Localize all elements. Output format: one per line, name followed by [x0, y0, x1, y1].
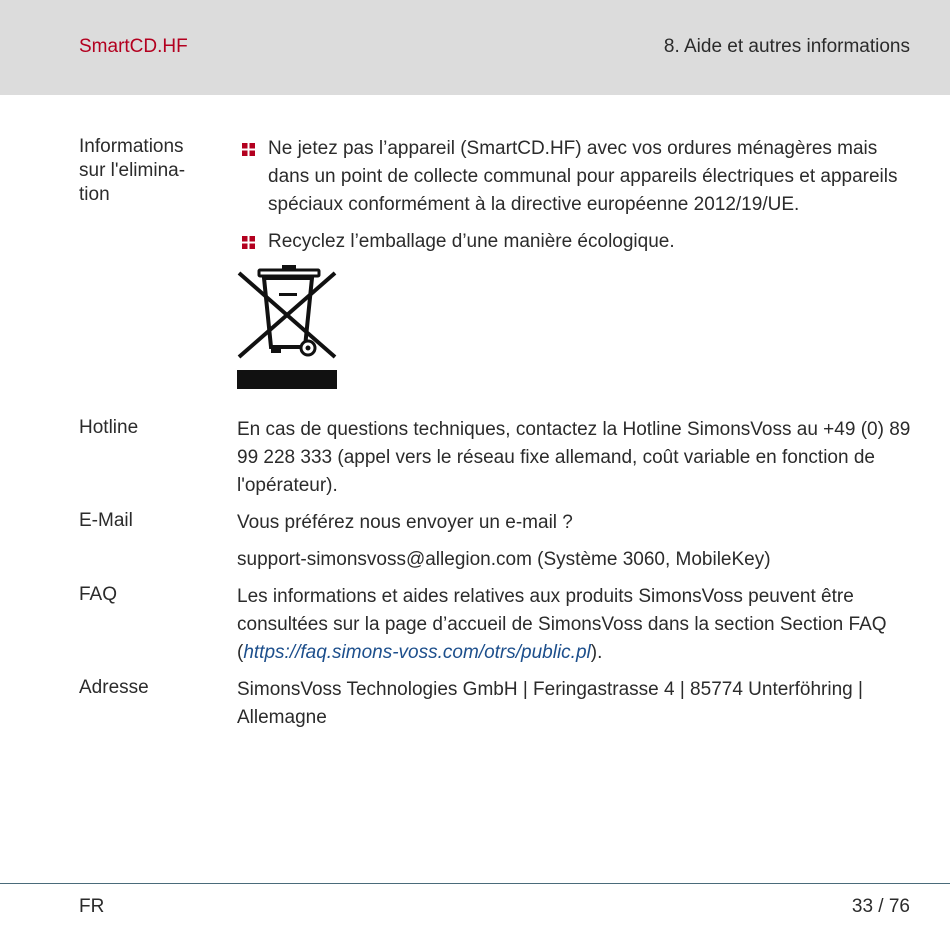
disposal-label: Informations sur l'elimina-tion — [79, 136, 186, 205]
brand-title: SmartCD.HF — [79, 36, 188, 57]
bullet-text: Recyclez l’emballage d’une manière écologique. — [268, 231, 675, 252]
bullet-text: Ne jetez pas l’appareil (SmartCD.HF) avec vos ordures ménagères mais dans un point de collecte communal pour appareils électriques et appareils spéciaux conformément à la directive européenne 2012/19/UE. — [268, 138, 898, 215]
email-label: E-Mail — [79, 510, 133, 531]
address-label: Adresse — [79, 677, 149, 698]
bullet-item — [237, 228, 919, 256]
faq-text-before: Les informations et aides relatives aux produits SimonsVoss peuvent être consultées sur la page d’accueil de SimonsVoss dans la section Section FAQ ( — [237, 586, 887, 663]
address-body — [237, 676, 919, 741]
email-intro: Vous préférez nous envoyer un e-mail ? — [237, 512, 573, 533]
bullet-square-icon — [237, 228, 268, 256]
disposal-body — [237, 135, 919, 416]
faq-text — [237, 583, 919, 667]
email-row — [79, 509, 919, 583]
faq-row — [79, 583, 919, 676]
address-row — [79, 676, 919, 741]
email-body — [237, 509, 919, 583]
hotline-body — [237, 416, 919, 509]
hotline-label: Hotline — [79, 417, 139, 438]
page-number: 33 / 76 — [851, 896, 910, 917]
page-header — [0, 0, 950, 95]
bullet-square-icon — [237, 135, 268, 163]
faq-label: FAQ — [79, 584, 118, 605]
hotline-row — [79, 416, 919, 509]
section-title: 8. Aide et autres informations — [663, 36, 910, 57]
address-text: SimonsVoss Technologies GmbH | Feringastrasse 4 | 85774 Unterföhring | Allemagne — [237, 679, 863, 728]
footer-divider — [0, 883, 950, 884]
bullet-item — [237, 135, 919, 219]
faq-link[interactable]: https://faq.simons-voss.com/otrs/public.pl — [243, 642, 591, 663]
main-content — [79, 135, 919, 741]
footer-language: FR — [79, 896, 105, 917]
weee-crossed-bin-icon — [237, 265, 919, 402]
disposal-row — [79, 135, 919, 416]
email-address: support-simonsvoss@allegion.com (Système 3060, MobileKey) — [237, 549, 771, 570]
faq-body — [237, 583, 919, 676]
hotline-text: En cas de questions techniques, contactez la Hotline SimonsVoss au +49 (0) 89 99 228 333 (appel vers le réseau fixe allemand, coût variable en fonction de l'opérateur). — [237, 419, 911, 496]
faq-text-after: ). — [590, 642, 603, 663]
